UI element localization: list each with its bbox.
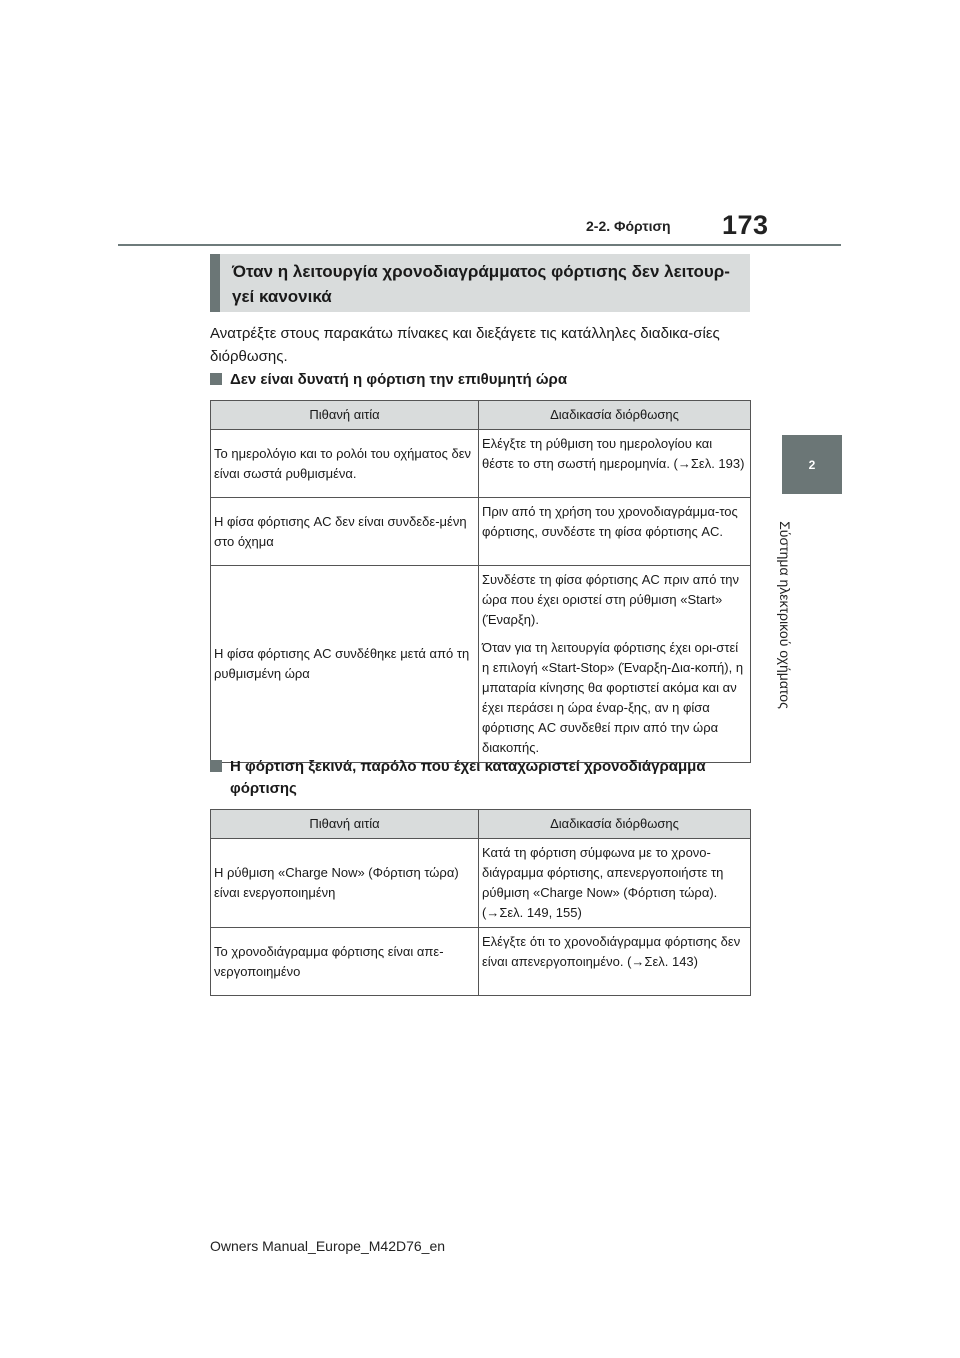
table-row — [211, 839, 751, 928]
cell-cause: Το χρονοδιάγραμμα φόρτισης είναι απε-νεργοποιημένο — [211, 928, 479, 996]
column-header-fix: Διαδικασία διόρθωσης — [479, 810, 751, 839]
footer-text: Owners Manual_Europe_M42D76_en — [210, 1238, 446, 1254]
chapter-side-label — [770, 510, 800, 720]
column-header-cause: Πιθανή αιτία — [211, 401, 479, 430]
title-banner — [210, 254, 750, 312]
fix-paragraph: Συνδέστε τη φίσα φόρτισης AC πριν από την ώρα που έχει οριστεί στη ρύθμιση «Start» (Έναρξη). — [482, 572, 739, 627]
section-label: 2-2. Φόρτιση — [586, 218, 671, 234]
cell-fix — [479, 566, 751, 763]
intro-text: Ανατρέξτε στους παρακάτω πίνακες και διεξάγετε τις κατάλληλες διαδικα-σίες διόρθωσης. — [210, 325, 720, 365]
fix-paragraph: Ελέγξτε τη ρύθμιση του ημερολογίου και θέστε το στη σωστή ημερομηνία. (→Σελ. 193) — [482, 436, 745, 471]
fix-paragraph: Όταν για τη λειτουργία φόρτισης έχει ορι-στεί η επιλογή «Start-Stop» (Έναρξη-Δια-κοπή), η μπαταρία κίνησης θα φορτιστεί ακόμα και αν έχει περάσει η ώρα έναρ-ξης, αν η φίσα φόρτισης AC συνδεθεί πριν από την ώρα διακοπής. — [482, 640, 744, 755]
fix-paragraph: Ελέγξτε ότι το χρονοδιάγραμμα φόρτισης δεν είναι απενεργοποιημένο. (→Σελ. 143) — [482, 934, 741, 969]
table-row — [211, 928, 751, 996]
table-header-row — [211, 810, 751, 839]
chapter-side-text: Σύστημα ηλεκτρικού οχήματος — [777, 521, 793, 709]
page-number: 173 — [722, 210, 769, 240]
table-row — [211, 566, 751, 763]
table-row — [211, 430, 751, 498]
title-accent-bar — [210, 254, 220, 312]
table-row — [211, 498, 751, 566]
fix-paragraph: Κατά τη φόρτιση σύμφωνα με το χρονο-διάγραμμα φόρτισης, απενεργοποιήστε τη ρύθμιση «Charge Now» (Φόρτιση τώρα). (→Σελ. 149, 155) — [482, 845, 724, 920]
page-title: Όταν η λειτουργία χρονοδιαγράμματος φόρτισης δεν λειτουρ-γεί κανονικά — [232, 262, 730, 306]
table-2 — [210, 809, 751, 996]
subheading-1 — [210, 369, 750, 391]
cell-cause: Η ρύθμιση «Charge Now» (Φόρτιση τώρα) είναι ενεργοποιημένη — [211, 839, 479, 928]
fix-paragraph: Πριν από τη χρήση του χρονοδιαγράμμα-τος φόρτισης, συνδέστε τη φίσα φόρτισης AC. — [482, 504, 738, 539]
table-1 — [210, 400, 751, 763]
cell-cause: Η φίσα φόρτισης AC συνδέθηκε μετά από τη ρυθμισμένη ώρα — [211, 566, 479, 763]
cell-fix — [479, 839, 751, 928]
square-bullet-icon — [210, 760, 222, 772]
table-header-row — [211, 401, 751, 430]
cell-cause: Το ημερολόγιο και το ρολόι του οχήματος δεν είναι σωστά ρυθμισμένα. — [211, 430, 479, 498]
column-header-fix: Διαδικασία διόρθωσης — [479, 401, 751, 430]
square-bullet-icon — [210, 373, 222, 385]
subheading-2-text: Η φόρτιση ξεκινά, παρόλο που έχει καταχωριστεί χρονοδιάγραμμα φόρτισης — [230, 758, 706, 797]
subheading-2 — [210, 756, 750, 800]
subheading-1-text: Δεν είναι δυνατή η φόρτιση την επιθυμητή ώρα — [230, 371, 568, 388]
column-header-cause: Πιθανή αιτία — [211, 810, 479, 839]
cell-cause: Η φίσα φόρτισης AC δεν είναι συνδεδε-μένη στο όχημα — [211, 498, 479, 566]
cell-fix — [479, 498, 751, 566]
chapter-tab: 2 — [782, 435, 842, 494]
cell-fix — [479, 430, 751, 498]
cell-fix — [479, 928, 751, 996]
header-rule — [118, 244, 841, 246]
